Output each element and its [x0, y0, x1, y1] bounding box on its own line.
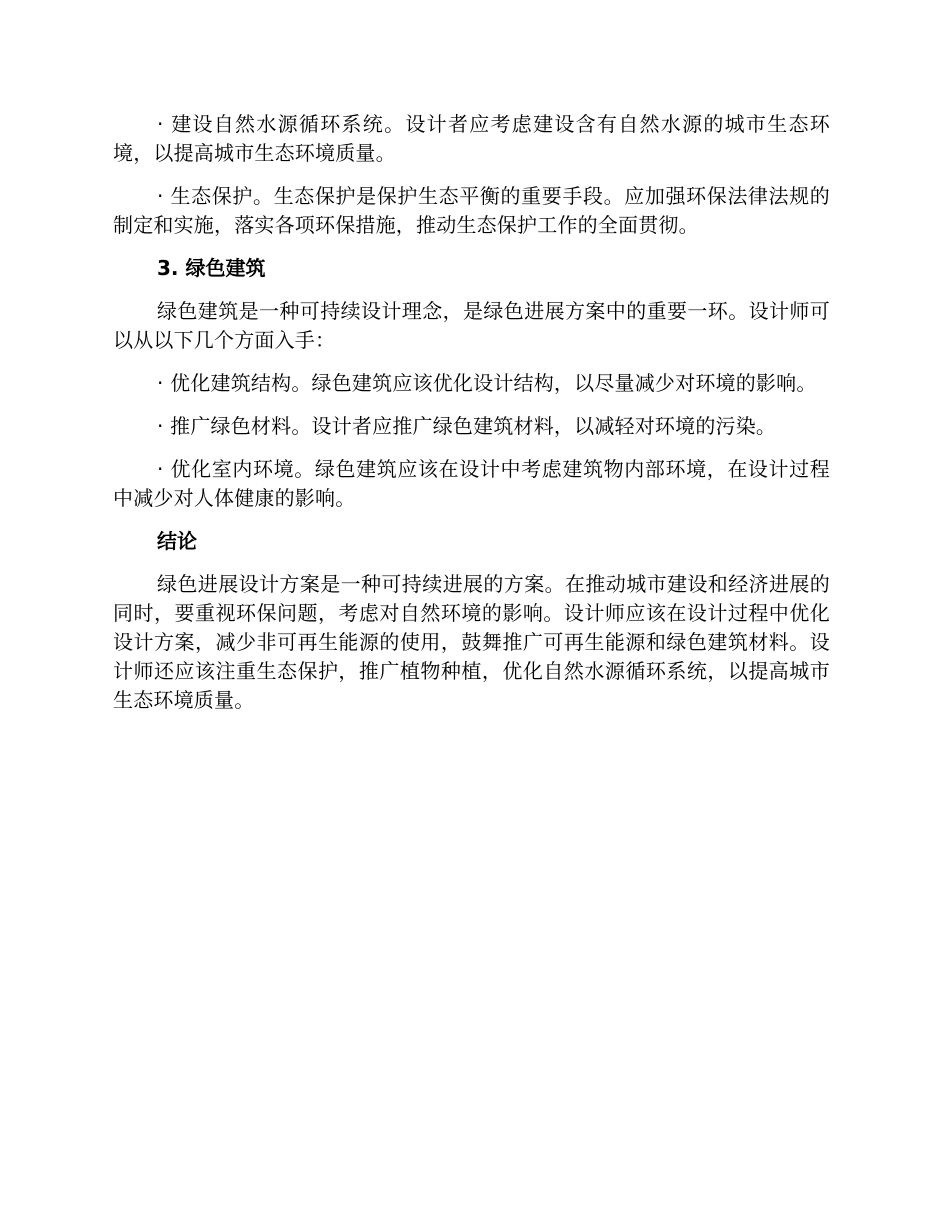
- paragraph-green-building-intro: 绿色建筑是一种可持续设计理念，是绿色进展方案中的重要一环。设计师可以从以下几个方面入手：: [113, 299, 830, 352]
- paragraph-conclusion: 绿色进展设计方案是一种可持续进展的方案。在推动城市建设和经济进展的同时，要重视环保问题，考虑对自然环境的影响。设计师应该在设计过程中优化设计方案，减少非可再生能源的使用，鼓舞推广可再生能源和绿色建筑材料。设计师还应该注重生态保护，推广植物种植，优化自然水源循环系统，以提高城市生态环境质量。: [113, 572, 830, 712]
- section-heading-conclusion: 结论: [157, 529, 197, 553]
- document-body: [113, 110, 830, 729]
- bullet-paragraph-ecological-protection: · 生态保护。生态保护是保护生态平衡的重要手段。应加强环保法律法规的制定和实施，落实各项环保措施，推动生态保护工作的全面贯彻。: [113, 184, 830, 237]
- bullet-paragraph-water-cycle: · 建设自然水源循环系统。设计者应考虑建设含有自然水源的城市生态环境，以提高城市生态环境质量。: [113, 112, 830, 165]
- section-heading-green-building: 3. 绿色建筑: [157, 256, 266, 280]
- bullet-paragraph-green-materials: · 推广绿色材料。设计者应推广绿色建筑材料，以减轻对环境的污染。: [157, 414, 777, 438]
- bullet-paragraph-optimize-structure: · 优化建筑结构。绿色建筑应该优化设计结构，以尽量减少对环境的影响。: [157, 371, 817, 395]
- bullet-paragraph-indoor-environment: · 优化室内环境。绿色建筑应该在设计中考虑建筑物内部环境，在设计过程中减少对人体健康的影响。: [113, 457, 830, 510]
